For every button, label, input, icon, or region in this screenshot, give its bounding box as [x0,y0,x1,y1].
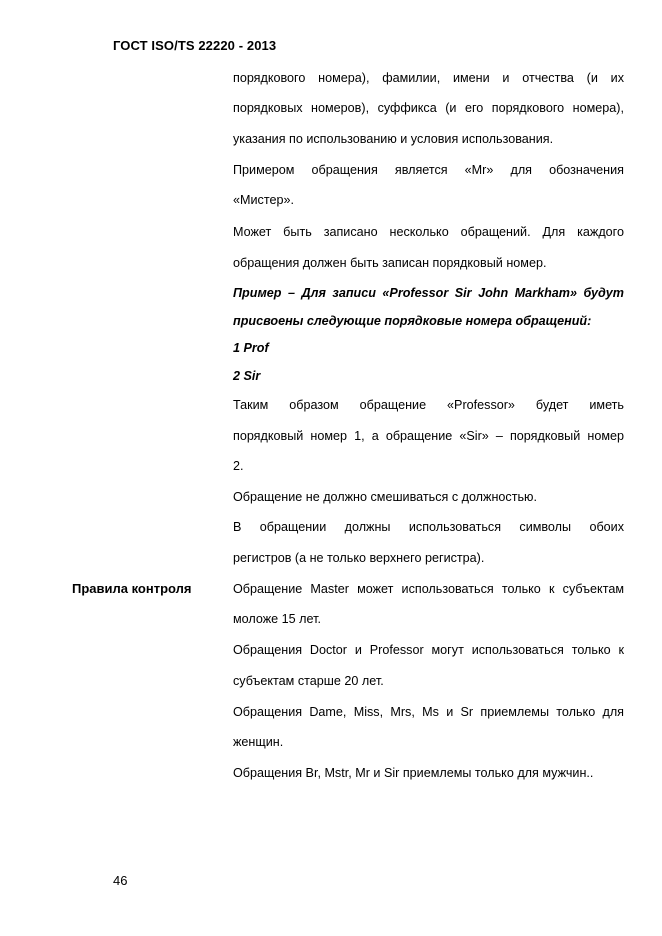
text-line: указания по использованию и условия использования. [233,132,554,146]
example-line: присвоены следующие порядковые номера обращений: [233,314,592,328]
text-line: регистров (а не только верхнего регистра). [233,551,485,565]
text-line: женщин. [233,735,284,749]
text-line: моложе 15 лет. [233,612,321,626]
text-line: 2. [233,459,244,473]
text-line: Может быть записано несколько обращений. Для каждого [233,225,624,239]
text-line: Обращения Dame, Miss, Mrs, Ms и Sr приемлемы только для [233,705,624,719]
text-line: Обращения Br, Mstr, Mr и Sir приемлемы только для мужчин.. [233,766,594,780]
text-line: «Мистер». [233,193,294,207]
example-item: 2 Sir [233,369,261,383]
text-line: Обращение Master может использоваться только к субъектам [233,582,624,596]
text-line: В обращении должны использоваться символы обоих [233,520,624,534]
page-number: 46 [113,873,128,888]
example-line: Пример – Для записи «Professor Sir John Markham» будут [233,286,624,300]
document-header: ГОСТ ISO/TS 22220 - 2013 [113,38,277,53]
text-line: порядкового номера), фамилии, имени и отчества (и их [233,71,624,85]
text-line: обращения должен быть записан порядковый номер. [233,256,547,270]
text-line: субъектам старше 20 лет. [233,674,384,688]
text-line: Таким образом обращение «Professor» будет иметь [233,398,624,412]
control-rules-label: Правила контроля [72,581,192,596]
example-item: 1 Prof [233,341,269,355]
text-line: Обращение не должно смешиваться с должностью. [233,490,537,504]
text-line: Обращения Doctor и Professor могут использоваться только к [233,643,624,657]
text-line: порядковых номеров), суффикса (и его порядкового номера), [233,101,624,115]
text-line: Примером обращения является «Mr» для обозначения [233,163,624,177]
text-line: порядковый номер 1, а обращение «Sir» – порядковый номер [233,429,624,443]
